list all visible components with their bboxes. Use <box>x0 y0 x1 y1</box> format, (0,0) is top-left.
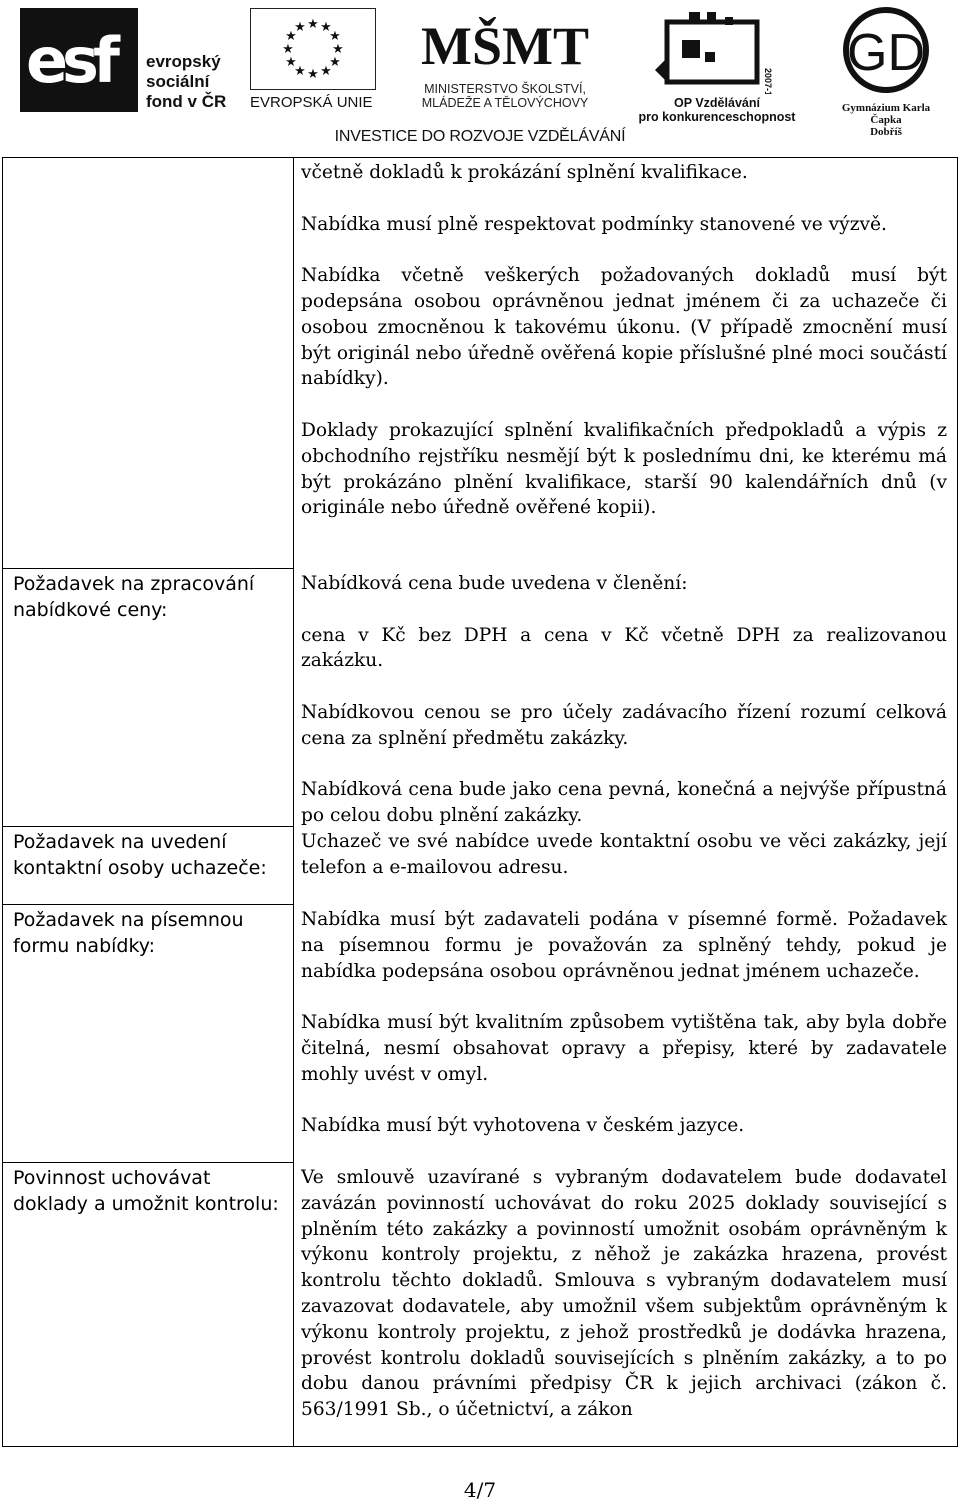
paragraph: Doklady prokazující splnění kvalifikačních předpokladů a výpis z obchodního rejstříku nesmějí být k poslednímu dni, ke kterému má být prokázáno plnění kvalifikace, starší 90 kalendářních dnů (v originále nebo úředně ověřené kopii). <box>301 419 947 519</box>
gkc-mark-icon <box>826 4 946 100</box>
op-mark-icon <box>637 8 797 94</box>
row-label-documents: Povinnost uchovávat doklady a umožnit kontrolu: <box>13 1167 279 1215</box>
row-0-content <box>301 160 947 521</box>
esf-mark: esf <box>26 24 114 97</box>
paragraph: Nabídka musí být zadavateli podána v písemné formě. Požadavek na písemnou formu je považován za splněný tehdy, pokud je nabídka podepsána osobou oprávněnou jednat jménem uchazeče. <box>301 909 947 982</box>
esf-logo <box>20 8 230 112</box>
svg-text:★: ★ <box>282 42 294 57</box>
esf-mark-box <box>20 8 138 112</box>
gkc-logo <box>826 4 946 138</box>
paragraph: včetně dokladů k prokázání splnění kvalifikace. <box>301 162 748 183</box>
msmt-caption-line: MLÁDEŽE A TĚLOVÝCHOVY <box>421 96 589 110</box>
svg-text:★: ★ <box>320 64 332 79</box>
row-separator <box>3 826 293 827</box>
svg-text:★: ★ <box>329 29 341 44</box>
svg-text:★: ★ <box>320 20 332 35</box>
row-label-written-form: Požadavek na písemnou formu nabídky: <box>13 909 244 957</box>
paragraph: Nabídka musí být vyhotovena v českém jazyce. <box>301 1115 745 1137</box>
eu-stars-icon <box>251 9 375 89</box>
esf-caption-line: evropský <box>146 52 221 71</box>
paragraph: Uchazeč ve své nabídce uvede kontaktní osobu ve věci zakázky, její telefon a e-mailovou adresu. <box>301 831 947 878</box>
paragraph: Nabídková cena bude uvedena v členění: <box>301 573 688 594</box>
esf-caption <box>146 52 226 112</box>
op-years: 2007-13 <box>763 68 773 94</box>
row-separator <box>3 904 293 905</box>
esf-caption-line: sociální <box>146 72 210 91</box>
gkc-caption-line: Gymnázium Karla Čapka <box>841 102 931 126</box>
eu-logo <box>250 8 378 112</box>
paragraph: Nabídka včetně veškerých požadovaných dokladů musí být podepsána osobou oprávněnou jednat jménem či za uchazeče či osobou zmocněnou k takovému úkonu. (V případě zmocnění musí být originál nebo úředně ověřená kopie příslušné plné moci součástí nabídky). <box>301 265 947 390</box>
op-caption-line: pro konkurenceschopnost <box>638 110 796 124</box>
row-2-content <box>301 829 947 881</box>
column-divider <box>293 158 294 1446</box>
gkc-caption-line: Dobříš <box>870 126 902 138</box>
paragraph: cena v Kč bez DPH a cena v Kč včetně DPH za realizovanou zakázku. <box>301 624 947 672</box>
row-label-contact: Požadavek na uvedení kontaktní osoby uchazeče: <box>13 831 267 879</box>
esf-caption-line: fond v ČR <box>146 92 227 111</box>
msmt-mark: MŠMT <box>421 16 589 76</box>
row-1-content <box>301 571 947 829</box>
eu-flag-icon <box>250 8 376 90</box>
msmt-logo <box>405 8 605 116</box>
paragraph: Ve smlouvě uzavírané s vybraným dodavatelem bude dodavatel zavázán povinností uchovávat do roku 2025 doklady související s plněním této zakázky a povinností umožnit osobám oprávněným k výkonu kontroly projektu, z něhož je zakázka hrazena, provést kontrolu těchto dokladů. Smlouva s vybraným dodavatelem musí zavazovat dodavatele, aby umožnil všem subjektům oprávněným k výkonu kontroly projektu, z jehož prostředků je dodávka hrazena, provést kontrolu dokladů souvisejících s plněním zakázky, a to po dobu danou právními předpisy ČR k jejich archivaci (zákon č. 563/1991 Sb., o účetnictví, a zákon <box>301 1167 947 1421</box>
logo-bar <box>0 0 960 150</box>
op-logo <box>637 8 797 126</box>
svg-text:★: ★ <box>329 55 341 70</box>
row-3-content <box>301 907 947 1139</box>
paragraph: Nabídková cena bude jako cena pevná, konečná a nejvýše přípustná po celou dobu plnění zakázky. <box>301 779 947 827</box>
eu-caption: EVROPSKÁ UNIE <box>250 94 373 111</box>
msmt-mark-icon <box>405 8 605 78</box>
requirements-table <box>2 157 958 1447</box>
paragraph: Nabídkovou cenou se pro účely zadávacího řízení rozumí celková cena za splnění předmětu zakázky. <box>301 701 947 749</box>
paragraph: Nabídka musí plně respektovat podmínky stanovené ve výzvě. <box>301 213 887 235</box>
gkc-mark: GD <box>847 24 925 82</box>
row-separator <box>3 1162 293 1163</box>
msmt-caption-line: MINISTERSTVO ŠKOLSTVÍ, <box>424 82 586 96</box>
row-label-price: Požadavek na zpracování nabídkové ceny: <box>13 573 255 621</box>
op-caption-line: OP Vzdělávání <box>674 96 760 110</box>
svg-text:★: ★ <box>294 64 306 79</box>
page-number: 4/7 <box>463 1478 497 1502</box>
row-4-content <box>301 1165 947 1423</box>
svg-text:★: ★ <box>307 17 319 32</box>
svg-text:★: ★ <box>294 20 306 35</box>
msmt-caption <box>405 82 605 110</box>
op-caption <box>637 96 797 124</box>
svg-text:★: ★ <box>285 29 297 44</box>
investice-caption: INVESTICE DO ROZVOJE VZDĚLÁVÁNÍ <box>334 128 626 145</box>
svg-text:★: ★ <box>332 42 344 57</box>
svg-text:★: ★ <box>285 55 297 70</box>
row-separator <box>3 568 293 569</box>
paragraph: Nabídka musí být kvalitním způsobem vytištěna tak, aby byla dobře čitelná, nesmí obsahovat opravy a přepisy, které by zadavatele mohly uvést v omyl. <box>301 1012 947 1085</box>
svg-text:★: ★ <box>307 67 319 82</box>
